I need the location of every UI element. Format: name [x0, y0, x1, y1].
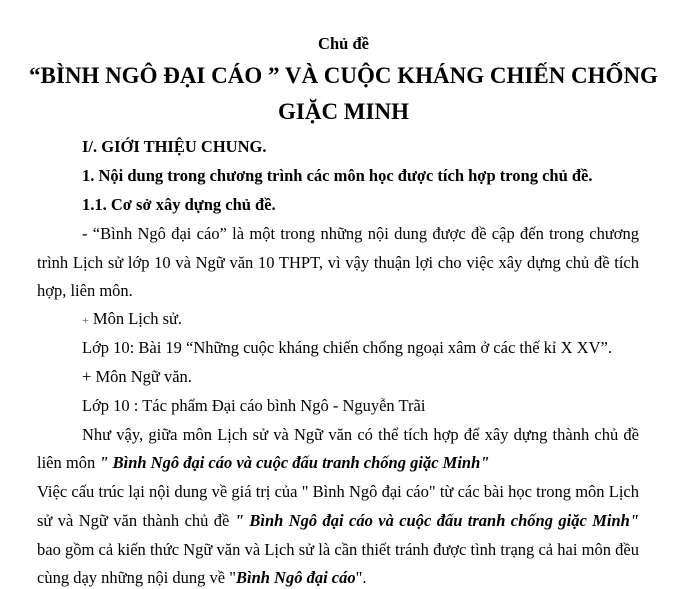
paragraph-line [37, 453, 489, 473]
section-heading: I/. GIỚI THIỆU CHUNG. [82, 137, 267, 156]
topic-emphasis: " Bình Ngô đại cáo và cuộc đấu tranh chống giặc Minh" [99, 453, 490, 472]
paragraph-line: bao gồm cả kiến thức Ngữ văn và Lịch sử là cần thiết tránh được tình trạng cả hai môn đều [37, 540, 639, 559]
subsection-heading: 1. Nội dung trong chương trình các môn học được tích hợp trong chủ đề. [82, 166, 593, 185]
subsubsection-heading: 1.1. Cơ sở xây dựng chủ đề. [82, 195, 276, 214]
bullet: + [82, 313, 89, 327]
text-span: sử và Ngữ văn thành chủ đề [37, 511, 235, 530]
text-span: cùng dạy những nội dung về " [37, 568, 236, 587]
paragraph-line: hợp, liên môn. [37, 281, 133, 300]
paragraph-line: - “Bình Ngô đại cáo” là một trong những nội dung được đề cập đến trong chương [82, 224, 639, 243]
document-title-line-1: “BÌNH NGÔ ĐẠI CÁO ” VÀ CUỘC KHÁNG CHIẾN CHỐNG [29, 63, 658, 88]
list-item-label: Môn Lịch sử. [88, 309, 183, 328]
list-item-label: Môn Ngữ văn. [95, 367, 192, 386]
paragraph-line: Việc cấu trúc lại nội dung về giá trị của " Bình Ngô đại cáo" từ các bài học trong môn Lịch [37, 482, 639, 501]
history-lesson: Lớp 10: Bài 19 “Những cuộc kháng chiến chống ngoại xâm ở các thế kỉ X XV”. [82, 338, 612, 357]
paragraph-line [37, 568, 367, 588]
list-item-literature [82, 367, 192, 387]
document-title-line-2: GIẶC MINH [278, 99, 409, 124]
paragraph-line: Như vậy, giữa môn Lịch sử và Ngữ văn có thể tích hợp để xây dựng thành chủ đề [82, 425, 639, 444]
bullet: + [82, 367, 96, 386]
text-span: liên môn [37, 453, 100, 472]
topic-label: Chủ đề [318, 34, 369, 53]
topic-emphasis: " Bình Ngô đại cáo và cuộc đấu tranh chống giặc Minh" [234, 511, 639, 530]
literature-lesson: Lớp 10 : Tác phẩm Đại cáo bình Ngô - Nguyễn Trãi [82, 396, 426, 415]
paragraph-line: trình Lịch sử lớp 10 và Ngữ văn 10 THPT, vì vậy thuận lợi cho việc xây dựng chủ đề tích [37, 253, 639, 272]
text-span: ". [355, 568, 367, 587]
paragraph-line [37, 511, 639, 531]
list-item-history [82, 309, 182, 330]
topic-emphasis: Bình Ngô đại cáo [235, 568, 356, 587]
